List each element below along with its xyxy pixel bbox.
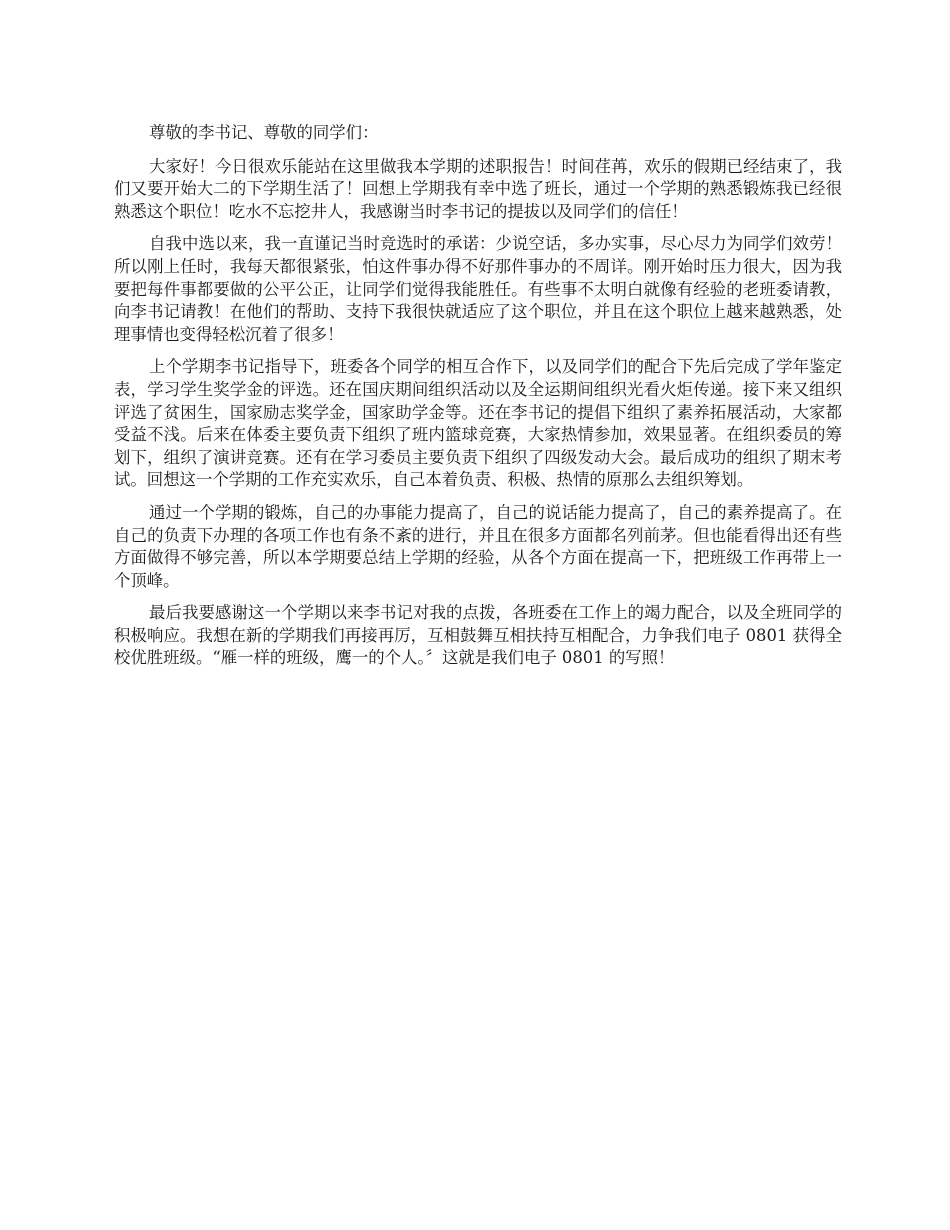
salutation: 尊敬的李书记、尊敬的同学们：: [149, 123, 379, 142]
paragraph-thanks: 最后我要感谢这一个学期以来李书记对我的点拨，各班委在工作上的竭力配合，以及全班同学的积极响应。我想在新的学期我们再接再厉，互相鼓舞互相扶持互相配合，力争我们电子 0801 获得全校优胜班级。“雁一样的班级，鹰一的个人。〞这就是我们电子 0801 的写照！: [114, 603, 842, 668]
paragraph-reflection: 通过一个学期的锻炼，自己的办事能力提高了，自己的说话能力提高了，自己的素养提高了。在自己的负责下办理的各项工作也有条不紊的进行，并且在很多方面都名列前茅。但也能看得出还有些方面做得不够完善，所以本学期要总结上学期的经验，从各个方面在提高一下，把班级工作再带上一个顶峰。: [114, 502, 842, 590]
document-body: [114, 122, 842, 680]
paragraph-activities: 上个学期李书记指导下，班委各个同学的相互合作下，以及同学们的配合下先后完成了学年鉴定表，学习学生奖学金的评选。还在国庆期间组织活动以及全运期间组织光看火炬传递。接下来又组织评选了贫困生，国家励志奖学金，国家助学金等。还在李书记的提倡下组织了素养拓展活动，大家都受益不浅。后来在体委主要负责下组织了班内篮球竞赛，大家热情参加，效果显著。在组织委员的筹划下，组织了演讲竞赛。还有在学习委员主要负责下组织了四级发动大会。最后成功的组织了期末考试。回想这一个学期的工作充实欢乐，自己本着负责、积极、热情的原那么去组织筹划。: [114, 357, 842, 490]
paragraph-greeting: 大家好！今日很欢乐能站在这里做我本学期的述职报告！时间荏苒，欢乐的假期已经结束了，我们又要开始大二的下学期生活了！回想上学期我有幸中选了班长，通过一个学期的熟悉锻炼我已经很熟悉这个职位！吃水不忘挖井人，我感谢当时李书记的提拔以及同学们的信任！: [114, 156, 842, 221]
paragraph-commitment: 自我中选以来，我一直谨记当时竞选时的承诺：少说空话，多办实事，尽心尽力为同学们效劳！所以刚上任时，我每天都很紧张，怕这件事办得不好那件事办的不周详。刚开始时压力很大，因为我要把每件事都要做的公平公正，让同学们觉得我能胜任。有些事不太明白就像有经验的老班委请教，向李书记请教！在他们的帮助、支持下我很快就适应了这个职位，并且在这个职位上越来越熟悉，处理事情也变得轻松沉着了很多！: [114, 234, 842, 344]
